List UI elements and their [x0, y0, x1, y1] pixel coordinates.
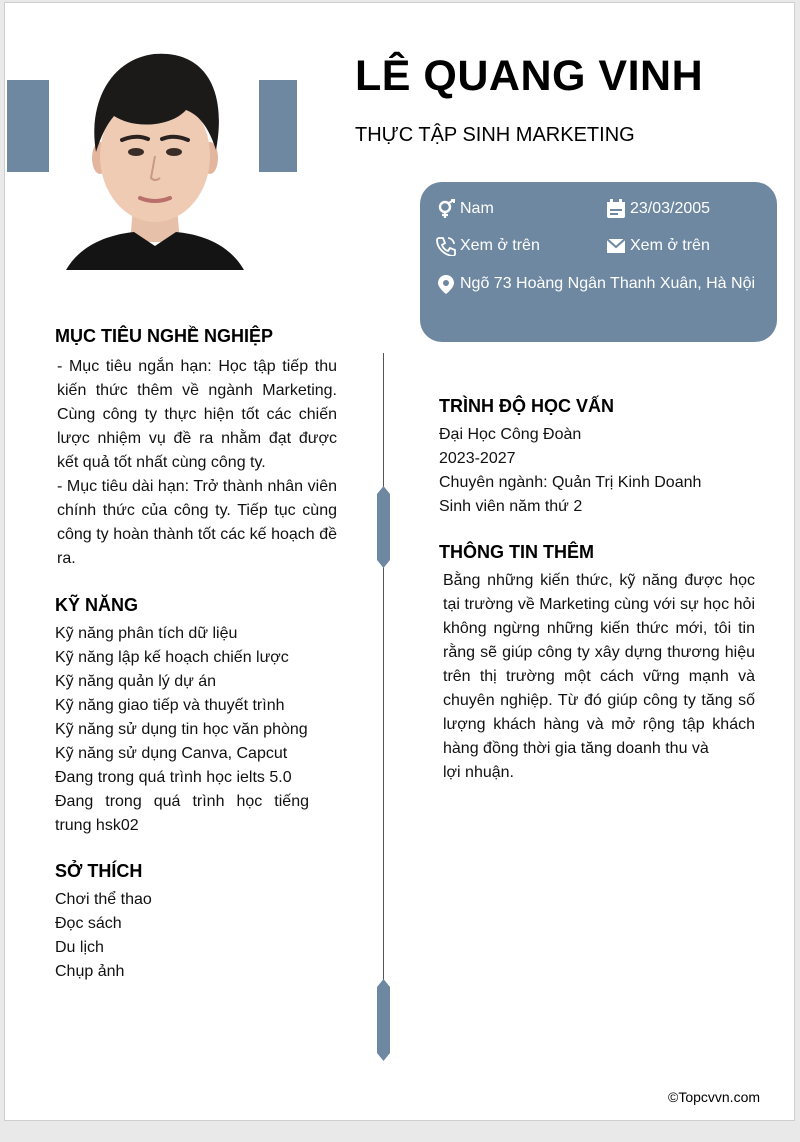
photo-accent-bar-left	[7, 80, 49, 172]
skill-item: Đang trong quá trình học tiếng trung hsk02	[55, 793, 309, 834]
objective-heading: MỤC TIÊU NGHỀ NGHIỆP	[55, 326, 274, 346]
column-divider	[383, 353, 384, 1058]
skill-item: Kỹ năng sử dụng tin học văn phòng	[55, 721, 308, 738]
gender-icon	[436, 199, 456, 219]
divider-marker-bottom	[377, 979, 390, 1061]
divider-marker-top	[377, 486, 390, 568]
phone-value[interactable]: Xem ở trên	[460, 237, 540, 254]
calendar-icon	[606, 199, 626, 219]
birthdate-value: 23/03/2005	[630, 200, 711, 217]
photo-accent-bar-right	[259, 80, 297, 172]
hobby-item: Chơi thể thao	[55, 891, 152, 908]
skill-item: Kỹ năng sử dụng Canva, Capcut	[55, 745, 288, 762]
skill-item: Kỹ năng lập kế hoạch chiến lược	[55, 649, 289, 666]
objective-text	[57, 355, 337, 571]
education-heading: TRÌNH ĐỘ HỌC VẤN	[439, 396, 614, 416]
additional-info-paragraph: Bằng những kiến thức, kỹ năng được học tại trường về Marketing cùng với sự học hỏi không ngừng những kiến thức mới, tôi tin rằng sẽ giúp công ty xây dựng thương hiệu trên thị trường một cách vững mạnh và chuyên nghiệp. Từ đó giúp công ty tăng số lượng khách hàng và mở rộng tập khách hàng đồng thời gia tăng doanh thu và	[443, 572, 755, 757]
hobby-item: Chụp ảnh	[55, 963, 125, 980]
education-years: 2023-2027	[439, 450, 516, 467]
education-status: Sinh viên năm thứ 2	[439, 498, 583, 515]
hobbies-list	[55, 888, 309, 984]
candidate-name: LÊ QUANG VINH	[355, 52, 704, 100]
skills-heading: KỸ NĂNG	[55, 595, 139, 615]
additional-info-text	[443, 569, 755, 785]
email-value[interactable]: Xem ở trên	[630, 237, 710, 254]
hobby-item: Đọc sách	[55, 915, 122, 932]
education-major: Chuyên ngành: Quản Trị Kinh Doanh	[439, 474, 702, 491]
email-icon	[606, 236, 626, 256]
objective-long-term: - Mục tiêu dài hạn: Trở thành nhân viên chính thức của công ty. Tiếp tục cùng công ty hoàn thành tốt các kế hoạch đề ra.	[57, 478, 337, 567]
additional-info-heading: THÔNG TIN THÊM	[439, 542, 594, 562]
education-details	[439, 423, 759, 519]
copyright-footer[interactable]: ©Topcvvn.com	[668, 1089, 761, 1105]
skills-list	[55, 622, 309, 838]
skill-item: Kỹ năng quản lý dự án	[55, 673, 217, 690]
education-school: Đại Học Công Đoàn	[439, 426, 582, 443]
contact-info-box	[420, 182, 777, 342]
location-pin-icon	[436, 274, 456, 294]
job-title: THỰC TẬP SINH MARKETING	[355, 124, 635, 146]
address-value: Ngõ 73 Hoàng Ngân Thanh Xuân, Hà Nội	[460, 275, 756, 292]
profile-photo	[52, 46, 258, 270]
hobby-item: Du lịch	[55, 939, 104, 956]
skill-item: Kỹ năng phân tích dữ liệu	[55, 625, 238, 642]
objective-short-term: - Mục tiêu ngắn hạn: Học tập tiếp thu kiến thức thêm về ngành Marketing. Cùng công ty thực hiện tốt các chiến lược nhiệm vụ đề ra nhằm đạt được kết quả tốt nhất cùng công ty.	[57, 358, 337, 471]
hobbies-heading: SỞ THÍCH	[55, 861, 143, 881]
skill-item: Đang trong quá trình học ielts 5.0	[55, 769, 292, 786]
gender-value: Nam	[460, 200, 494, 217]
phone-icon	[436, 236, 456, 256]
skill-item: Kỹ năng giao tiếp và thuyết trình	[55, 697, 285, 714]
additional-info-paragraph-end: lợi nhuận.	[443, 764, 514, 781]
